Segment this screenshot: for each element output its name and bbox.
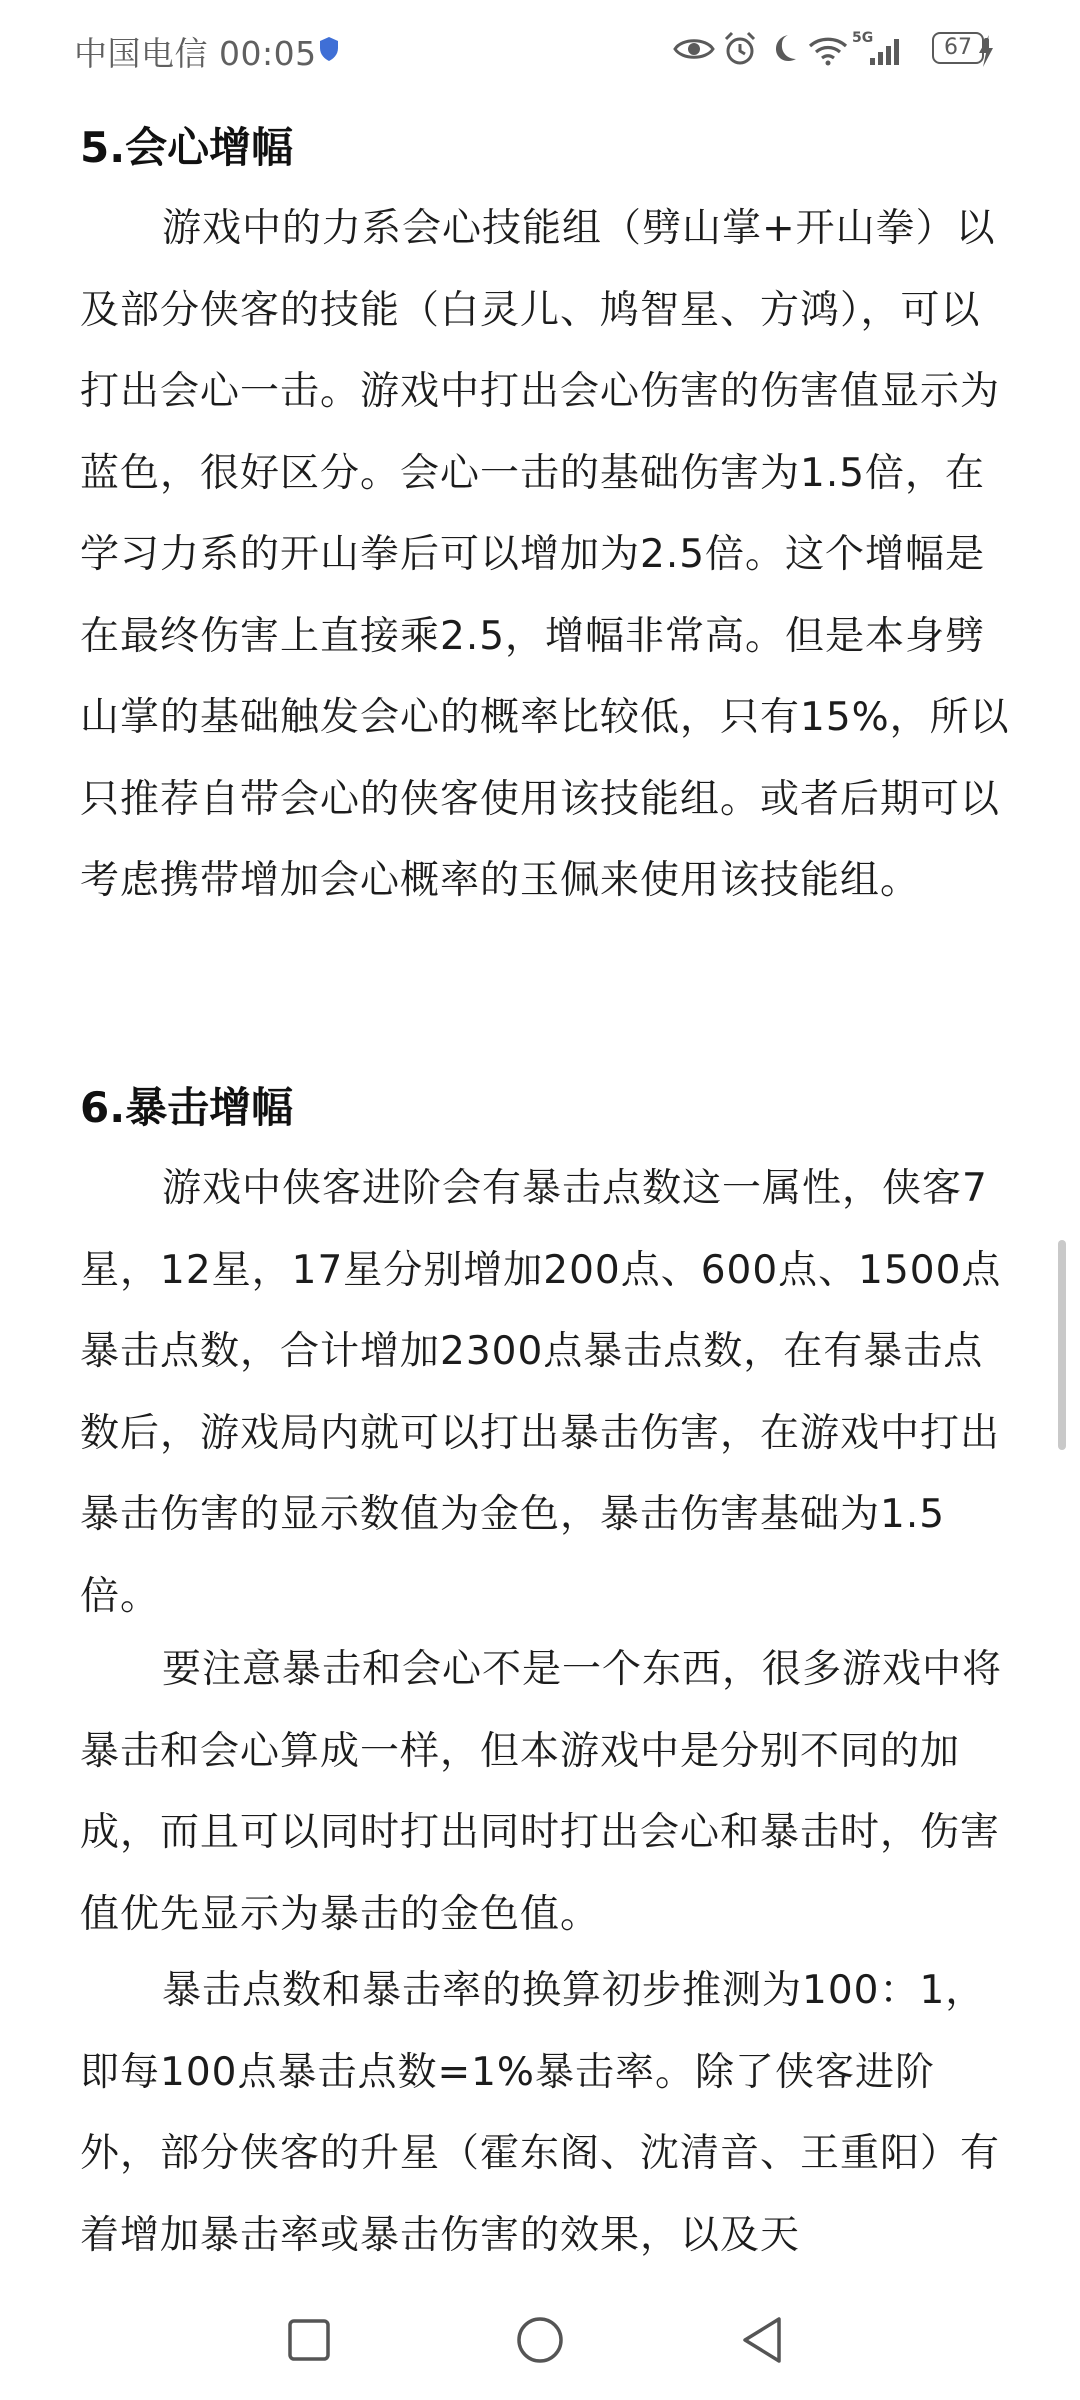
eye-icon xyxy=(672,34,716,64)
wifi-icon xyxy=(808,36,848,66)
section-heading-5: 5.会心增幅 xyxy=(80,123,294,172)
section-6-paragraph-1: 游戏中侠客进阶会有暴击点数这一属性，侠客7星，12星，17星分别增加200点、600点、1500点暴击点数，合计增加2300点暴击点数，在有暴击点数后，游戏局内就可以打出暴击伤害，在游戏中打出暴击伤害的显示数值为金色，暴击伤害基础为1.5倍。 xyxy=(80,1166,1002,1619)
recents-button[interactable] xyxy=(270,2305,350,2377)
back-button[interactable] xyxy=(725,2305,805,2377)
section-6-paragraph-3: 暴击点数和暴击率的换算初步推测为100：1，即每100点暴击点数=1%暴击率。除了侠客进阶外，部分侠客的升星（霍东阁、沈清音、王重阳）有着增加暴击率或暴击伤害的效果，以及天 xyxy=(80,1968,1001,2258)
section-heading-6: 6.暴击增幅 xyxy=(80,1083,294,1132)
alarm-icon xyxy=(722,30,758,68)
network-type-label: 5G xyxy=(852,30,874,46)
carrier-time: 中国电信 00:05 xyxy=(74,34,317,73)
signal-icon xyxy=(868,36,906,66)
charging-bolt-icon xyxy=(976,34,996,68)
navigation-bar xyxy=(0,2285,1080,2400)
section-5-paragraph: 游戏中的力系会心技能组（劈山掌+开山拳）以及部分侠客的技能（白灵儿、鸠智星、方鸿），可以打出会心一击。游戏中打出会心伤害的伤害值显示为蓝色，很好区分。会心一击的基础伤害为1.5倍，在学习力系的开山拳后可以增加为2.5倍。这个增幅是在最终伤害上直接乘2.5，增幅非常高。但是本身劈山掌的基础触发会心的概率比较低，只有15%，所以只推荐自带会心的侠客使用该技能组。或者后期可以考虑携带增加会心概率的玉佩来使用该技能组。 xyxy=(80,206,1010,903)
home-button[interactable] xyxy=(500,2305,580,2377)
moon-icon xyxy=(768,32,800,66)
scrollbar-thumb[interactable] xyxy=(1058,1240,1066,1450)
article-content[interactable] xyxy=(0,110,1080,2285)
section-6-paragraph-2: 要注意暴击和会心不是一个东西，很多游戏中将暴击和会心算成一样，但本游戏中是分别不同的加成，而且可以同时打出同时打出会心和暴击时，伤害值优先显示为暴击的金色值。 xyxy=(80,1647,1003,1937)
battery-level: 67 xyxy=(944,35,972,60)
shield-icon xyxy=(318,36,340,62)
status-bar xyxy=(0,0,1080,110)
